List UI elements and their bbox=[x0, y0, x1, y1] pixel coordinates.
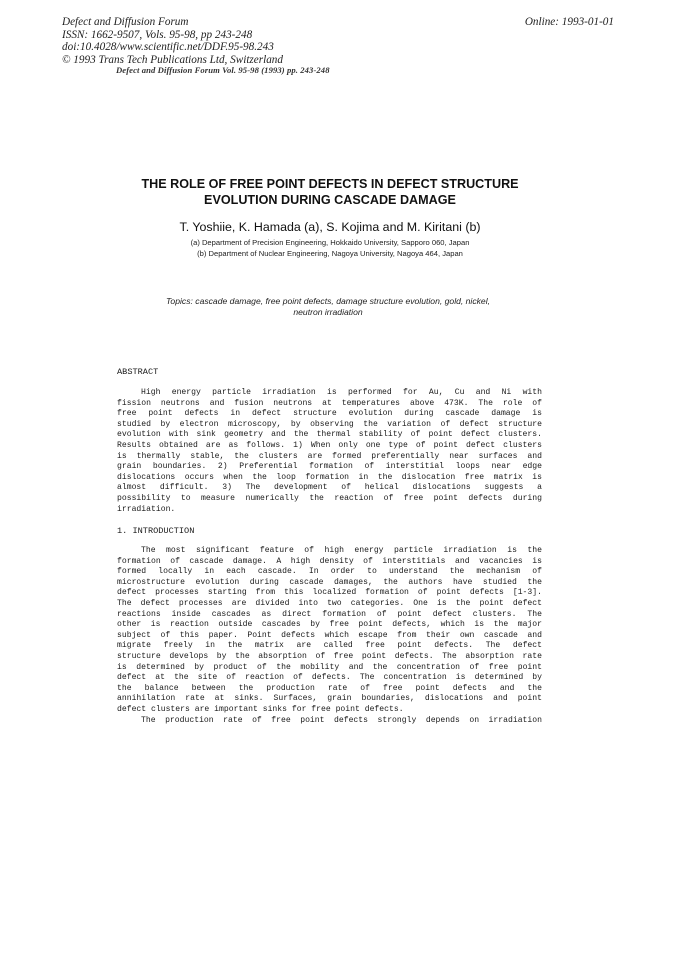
paper-topics bbox=[138, 296, 518, 318]
topics-line-1: Topics: cascade damage, free point defects, damage structure evolution, gold, nickel, bbox=[165, 296, 491, 306]
online-date: Online: 1993-01-01 bbox=[524, 16, 614, 28]
introduction-line: formation of cascade damage. A high density of interstitials and vacancies is bbox=[117, 556, 542, 566]
abstract-body bbox=[117, 388, 542, 515]
abstract-line: almost difficult. 3) The development of helical dislocations suggests a bbox=[117, 483, 542, 493]
introduction-line: structure develops by the absorption of free point defects. The absorption rate bbox=[117, 651, 542, 661]
journal-doi[interactable]: doi:10.4028/www.scientific.net/DDF.95-98.243 bbox=[62, 41, 274, 53]
paper-authors: T. Yoshiie, K. Hamada (a), S. Kojima and M. Kiritani (b) bbox=[179, 220, 481, 234]
affiliation-a: (a) Department of Precision Engineering, Hokkaido University, Sapporo 060, Japan bbox=[190, 238, 470, 247]
abstract-line: is thermally stable, the clusters are formed preferentially near surfaces and bbox=[117, 451, 542, 461]
abstract-line: evolution with sink geometry and the thermal stability of point defect clusters. bbox=[117, 430, 542, 440]
affiliation-b: (b) Department of Nuclear Engineering, Nagoya University, Nagoya 464, Japan bbox=[197, 249, 463, 258]
abstract-line: dislocations occurs when the loop formation in the dislocation free matrix is bbox=[117, 472, 542, 482]
introduction-line: is determined by product of the mobility and the concentration of free point bbox=[117, 662, 542, 672]
introduction-line: The defect processes are divided into two categories. One is the point defect bbox=[117, 598, 542, 608]
abstract-line: grain boundaries. 2) Preferential formation of interstitial loops near edge bbox=[117, 462, 542, 472]
introduction-line: subject of this paper. Point defects which escape from their own cascade and bbox=[117, 630, 542, 640]
introduction-line: microstructure evolution during cascade damages, the authors have studied the bbox=[117, 577, 542, 587]
introduction-body bbox=[117, 546, 542, 726]
paper-title bbox=[120, 177, 540, 208]
abstract-line: studied by electron microscopy, by observing the variation of defect structure bbox=[117, 419, 542, 429]
introduction-line: annihilation rate at sinks. Surfaces, grain boundaries, dislocations and point bbox=[117, 694, 542, 704]
abstract-line: Results obtained are as follows. 1) When only one type of point defect clusters bbox=[117, 440, 542, 450]
journal-citation-block bbox=[62, 16, 283, 66]
abstract-line: possibility to measure numerically the reaction of free point defects during bbox=[117, 493, 542, 503]
introduction-line: the balance between the production rate of free point defects and the bbox=[117, 683, 542, 693]
introduction-line: The most significant feature of high energy particle irradiation is the bbox=[141, 546, 542, 555]
paper-title-line-2: EVOLUTION DURING CASCADE DAMAGE bbox=[204, 192, 456, 207]
topics-line-2: neutron irradiation bbox=[293, 307, 363, 317]
paper-title-line-1: THE ROLE OF FREE POINT DEFECTS IN DEFECT STRUCTURE bbox=[141, 177, 519, 191]
introduction-line: defect clusters are important sinks for free point defects. bbox=[117, 704, 404, 714]
journal-name: Defect and Diffusion Forum bbox=[62, 16, 189, 28]
abstract-line: High energy particle irradiation is performed for Au, Cu and Ni with bbox=[141, 388, 542, 397]
journal-copyright: © 1993 Trans Tech Publications Ltd, Switzerland bbox=[62, 53, 283, 66]
introduction-line: other is reaction outside cascades by free point defects, which is the major bbox=[117, 620, 542, 630]
abstract-line: fission neutrons and fusion neutrons at temperatures above 473K. The role of bbox=[117, 398, 542, 408]
introduction-line: The production rate of free point defects strongly depends on irradiation bbox=[141, 715, 542, 725]
scanned-running-header: Defect and Diffusion Forum Vol. 95-98 (1993) pp. 243-248 bbox=[116, 65, 330, 75]
introduction-heading: 1. INTRODUCTION bbox=[117, 526, 195, 536]
introduction-line: reactions inside cascades as direct formation of point defect clusters. The bbox=[117, 609, 542, 619]
introduction-line: defect processes starting from this localized formation of point defects [1-3]. bbox=[117, 588, 542, 598]
abstract-line: irradiation. bbox=[117, 504, 176, 514]
introduction-line: formed locally in each cascade. In order to understand the mechanism of bbox=[117, 567, 542, 577]
introduction-line: migrate freely in the matrix are called free point defects. The defect bbox=[117, 641, 542, 651]
abstract-heading: ABSTRACT bbox=[117, 367, 159, 377]
introduction-line: defect at the site of reaction of defects. The concentration is determined by bbox=[117, 673, 542, 683]
journal-issn: ISSN: 1662-9507, Vols. 95-98, pp 243-248 bbox=[62, 28, 253, 41]
abstract-line: free point defects in defect structure evolution during cascade damage is bbox=[117, 409, 542, 419]
